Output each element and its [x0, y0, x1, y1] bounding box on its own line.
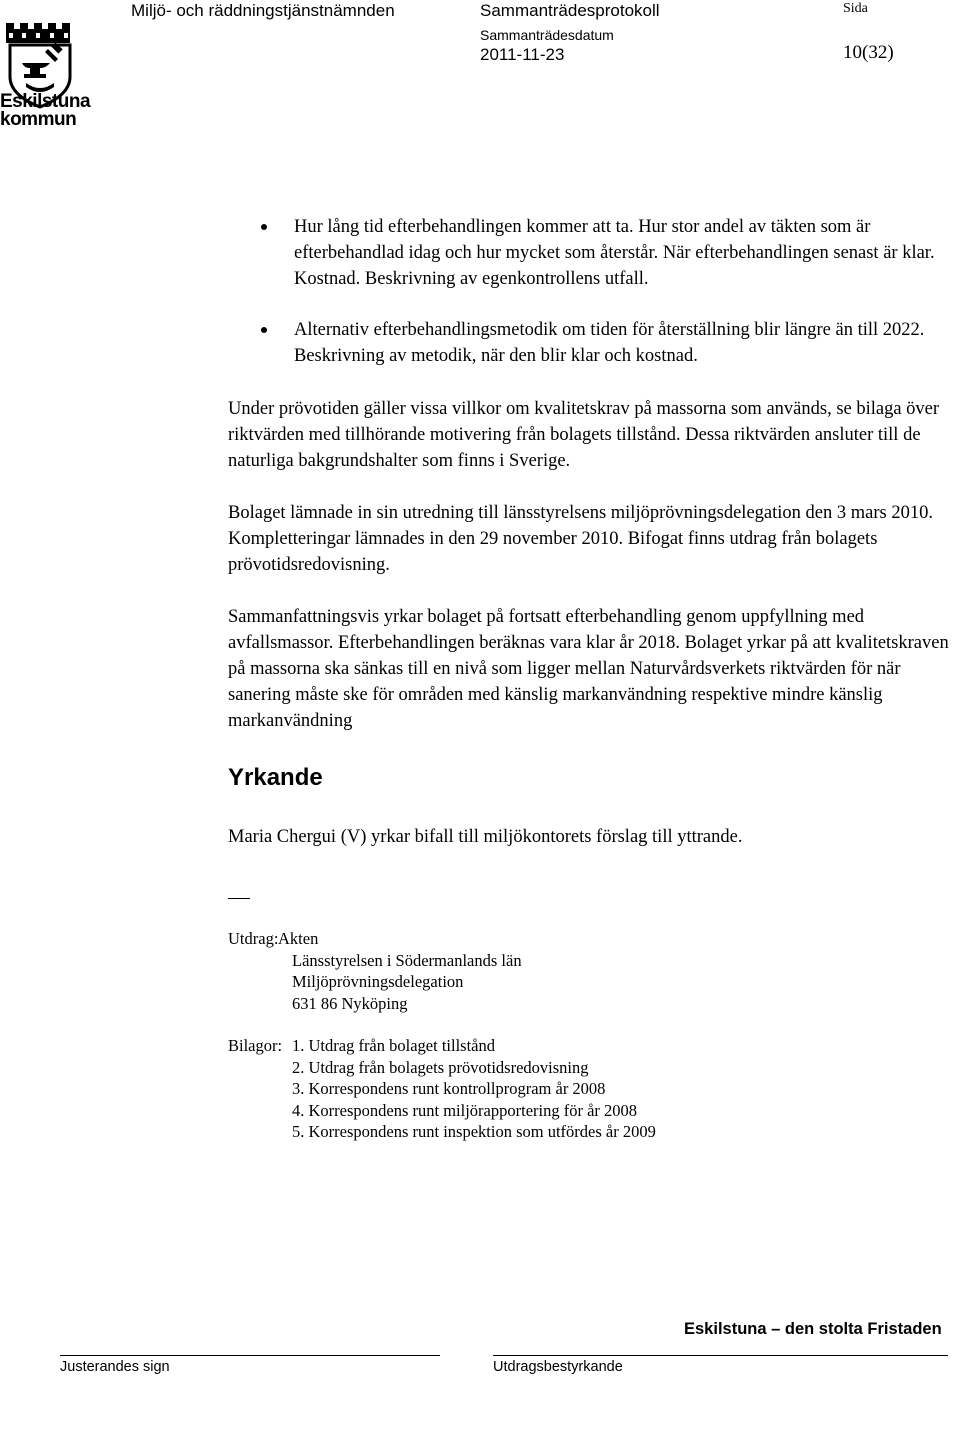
- bullet-icon: [261, 327, 267, 333]
- requirements-bullet-list: [250, 214, 960, 394]
- list-item-text: Hur lång tid efterbehandlingen kommer att ta. Hur stor andel av täkten som är efterbehandlad idag och hur mycket som återstår. När efterbehandlingen senast är klar. Kostnad. Beskrivning av egenkontrollens utfall.: [294, 217, 935, 289]
- section-heading-yrkande: Yrkande: [228, 764, 323, 791]
- document-type: Sammanträdesprotokoll: [480, 1, 660, 20]
- list-item: 1. Utdrag från bolaget tillstånd: [292, 1036, 495, 1055]
- list-item: 5. Korrespondens runt inspektion som utfördes år 2009: [292, 1122, 656, 1141]
- signature-line-justerande: [60, 1355, 440, 1356]
- list-item: [250, 214, 960, 292]
- committee-name: Miljö- och räddningstjänstnämnden: [131, 1, 395, 20]
- bilagor-label: Bilagor:: [228, 1036, 283, 1055]
- list-item: 631 86 Nyköping: [292, 993, 408, 1013]
- justerandes-sign-label: Justerandes sign: [60, 1359, 170, 1375]
- list-item: Länsstyrelsen i Södermanlands län: [292, 950, 522, 970]
- bilagor-attachment-list: [292, 1035, 656, 1143]
- page-number: 10(32): [843, 42, 894, 63]
- list-item: 3. Korrespondens runt kontrollprogram år 2008: [292, 1079, 606, 1098]
- list-item: 2. Utdrag från bolagets prövotidsredovisning: [292, 1057, 589, 1077]
- footer-slogan: Eskilstuna – den stolta Fristaden: [684, 1320, 942, 1338]
- logo-wordmark-line1: Eskilstuna: [0, 91, 91, 112]
- list-item: [250, 317, 960, 369]
- logo-wordmark-line2: kommun: [0, 109, 77, 130]
- list-item: Miljöprövningsdelegation: [292, 972, 464, 991]
- meeting-date: 2011-11-23: [480, 45, 565, 64]
- list-item: Akten: [278, 929, 319, 948]
- paragraph-provotid: Under prövotiden gäller vissa villkor om kvalitetskrav på massorna som används, se bilaga över riktvärden med tillhörande motivering från bolagets tillstånd. Dessa riktvärden ansluter till de naturliga bakgrundshalter som finns i Sverige.: [228, 399, 940, 471]
- list-item-text: Alternativ efterbehandlingsmetodik om tiden för återställning blir längre än till 2022. Beskrivning av metodik, när den blir klar och kostnad.: [294, 320, 925, 366]
- utdrag-label: Utdrag:: [228, 929, 279, 948]
- signature-line-utdragsbestyrkande: [493, 1355, 948, 1356]
- list-item: 4. Korrespondens runt miljörapportering för år 2008: [292, 1100, 638, 1120]
- paragraph-utredning: Bolaget lämnade in sin utredning till länsstyrelsens miljöprövningsdelegation den 3 mars 2010. Kompletteringar lämnades in den 29 november 2010. Bifogat finns utdrag från bolagets prövotidsredovisning.: [228, 503, 933, 575]
- section-divider: [228, 898, 250, 899]
- bullet-icon: [261, 224, 267, 230]
- page-label: Sida: [843, 1, 868, 16]
- utdragsbestyrkande-label: Utdragsbestyrkande: [493, 1359, 623, 1375]
- utdrag-recipient-list: [278, 928, 522, 1014]
- paragraph-yrkande: Maria Chergui (V) yrkar bifall till miljökontorets förslag till yttrande.: [228, 827, 743, 847]
- meeting-date-label: Sammanträdesdatum: [480, 27, 614, 43]
- paragraph-sammanfattning: Sammanfattningsvis yrkar bolaget på fortsatt efterbehandling genom uppfyllning med avfallsmassor. Efterbehandlingen beräknas vara klar år 2018. Bolaget yrkar på att kvalitetskraven på massorna ska sänkas till en nivå som ligger mellan Naturvårdsverkets riktvärden för när sanering måste ske för områden med känslig markanvändning respektive mindre känslig markanvändning: [228, 607, 949, 731]
